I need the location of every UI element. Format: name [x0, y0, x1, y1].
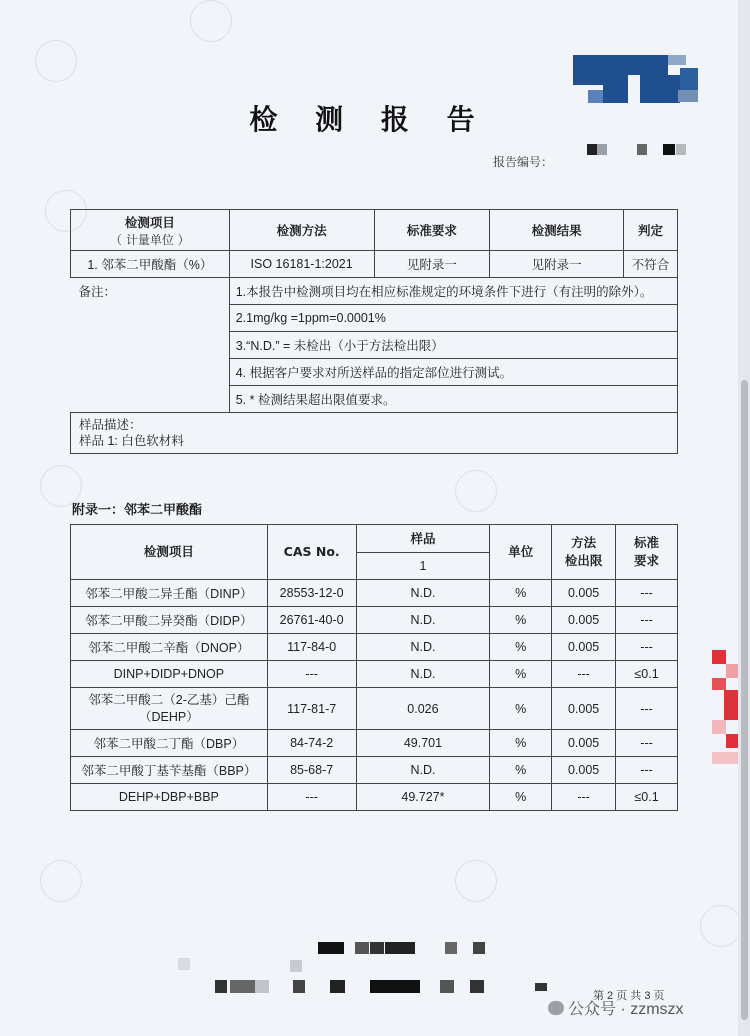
appendix-title: 附录一：邻苯二甲酸酯 [72, 503, 203, 518]
sample-description-text: 样品 1: 白色软材料 [79, 434, 184, 448]
apx-header-sample-no: 1 [356, 553, 490, 580]
summary-table [70, 209, 678, 454]
note-1: 1.本报告中检测项目均在相应标准规定的环境条件下进行（有注明的除外）。 [229, 278, 677, 305]
apx-header-sample: 样品 [356, 525, 490, 553]
sample-description-label: 样品描述： [79, 418, 142, 432]
row-requirement: 见附录一 [374, 251, 490, 278]
apx-header-limit: 标准 要求 [616, 525, 678, 580]
sample-description [71, 413, 678, 454]
row-result: 见附录一 [490, 251, 624, 278]
table-row: 邻苯二甲酸二（2-乙基）己酯（DEHP） 117-81-7 0.026 % 0.005 --- [71, 688, 678, 730]
note-3: 3.“N.D.” = 未检出（小于方法检出限） [229, 332, 677, 359]
report-title: 检 测 报 告 [249, 103, 489, 136]
table-row: 邻苯二甲酸二丁酯（DBP） 84-74-2 49.701 % 0.005 --- [71, 730, 678, 757]
appendix-table [70, 524, 678, 811]
note-2: 2.1mg/kg =1ppm=0.0001% [229, 305, 677, 332]
header-requirement: 标准要求 [374, 210, 490, 251]
table-row: 邻苯二甲酸二异壬酯（DINP） 28553-12-0 N.D. % 0.005 --- [71, 580, 678, 607]
table-row: DINP+DIDP+DNOP --- N.D. % --- ≤0.1 [71, 661, 678, 688]
table-row: 邻苯二甲酸二异癸酯（DIDP） 26761-40-0 N.D. % 0.005 --- [71, 607, 678, 634]
scrollbar[interactable] [738, 0, 750, 1036]
note-4: 4. 根据客户要求对所送样品的指定部位进行测试。 [229, 359, 677, 386]
row-item: 1. 邻苯二甲酸酯（%） [71, 251, 230, 278]
table-row: DEHP+DBP+BBP --- 49.727* % --- ≤0.1 [71, 784, 678, 811]
table-row: 邻苯二甲酸丁基苄基酯（BBP） 85-68-7 N.D. % 0.005 --- [71, 757, 678, 784]
header-item: 检测项目 （ 计量单位 ） [71, 210, 230, 251]
note-5: 5. * 检测结果超出限值要求。 [229, 386, 677, 413]
apx-header-item: 检测项目 [71, 525, 268, 580]
apx-header-mdl: 方法 检出限 [552, 525, 616, 580]
page-number: 第 2 页 共 3 页 [593, 990, 665, 1002]
scrollbar-thumb[interactable] [741, 380, 748, 1020]
row-judgement: 不符合 [624, 251, 678, 278]
report-number-label: 报告编号： [493, 155, 554, 169]
wechat-icon [548, 1001, 564, 1015]
table-row: 邻苯二甲酸二辛酯（DNOP） 117-84-0 N.D. % 0.005 --- [71, 634, 678, 661]
header-result: 检测结果 [490, 210, 624, 251]
header-item-unit: （ 计量单位 ） [110, 232, 190, 247]
apx-header-cas: CAS No. [267, 525, 356, 580]
notes-label: 备注： [71, 278, 230, 413]
header-method: 检测方法 [229, 210, 374, 251]
header-judgement: 判定 [624, 210, 678, 251]
apx-header-unit: 单位 [490, 525, 552, 580]
wechat-watermark: 公众号 · zzmszx [548, 996, 684, 1019]
row-method: ISO 16181-1:2021 [229, 251, 374, 278]
